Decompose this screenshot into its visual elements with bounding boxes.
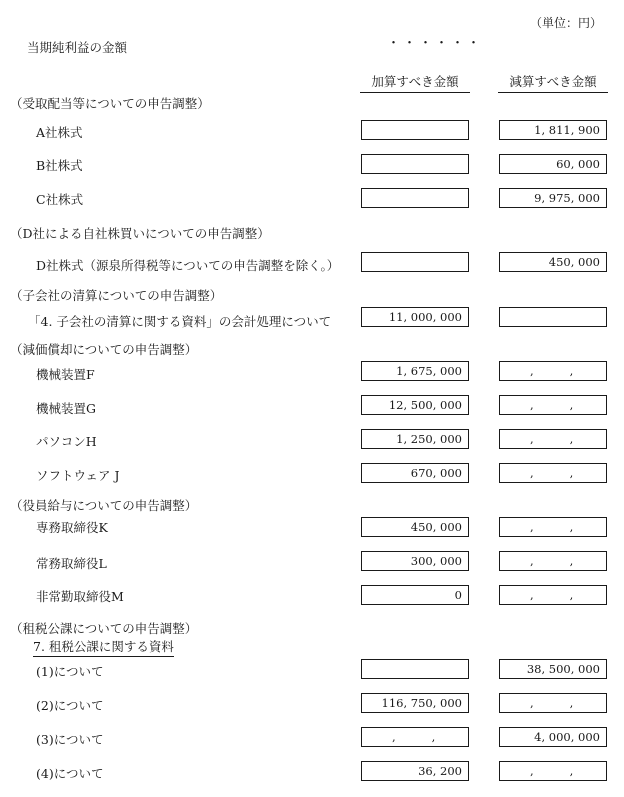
add-field-d-stock[interactable]	[361, 252, 469, 272]
section-taxes: （租税公課についての申告調整）	[10, 621, 198, 636]
row-label-machine-g: 機械装置G	[36, 401, 96, 416]
section-liquidation: （子会社の清算についての申告調整）	[10, 288, 223, 303]
subtract-field-liquidation[interactable]	[499, 307, 607, 327]
add-field-c-stock[interactable]	[361, 188, 469, 208]
subtract-field-d-stock[interactable]: 450, 000	[499, 252, 607, 272]
row-label-d-stock: D社株式（源泉所得税等についての申告調整を除く。）	[36, 258, 340, 273]
comma: ,	[569, 588, 574, 602]
comma: ,	[530, 696, 534, 710]
comma: ,	[530, 588, 534, 602]
subtract-field-officer-l[interactable]	[499, 551, 607, 571]
subtract-field-officer-k[interactable]	[499, 517, 607, 537]
add-field-tax-2[interactable]: 116, 750, 000	[361, 693, 469, 713]
add-field-tax-4[interactable]: 36, 200	[361, 761, 469, 781]
subtract-field-a-stock[interactable]: 1, 811, 900	[499, 120, 607, 140]
subtract-field-tax-1[interactable]: 38, 500, 000	[499, 659, 607, 679]
comma: ,	[569, 764, 574, 778]
section-officers: （役員給与についての申告調整）	[10, 498, 198, 513]
row-label-pc-h: パソコンH	[36, 434, 97, 449]
comma: ,	[569, 364, 574, 378]
row-label-b-stock: B社株式	[36, 158, 83, 173]
comma: ,	[569, 398, 574, 412]
row-label-tax-3: (3)について	[36, 732, 104, 747]
subtract-field-software-j[interactable]	[499, 463, 607, 483]
row-label-software-j: ソフトウェア J	[36, 468, 120, 483]
comma: ,	[530, 520, 534, 534]
comma: ,	[530, 364, 534, 378]
comma: ,	[569, 432, 574, 446]
add-field-pc-h[interactable]: 1, 250, 000	[361, 429, 469, 449]
subtract-field-b-stock[interactable]: 60, 000	[499, 154, 607, 174]
add-field-officer-k[interactable]: 450, 000	[361, 517, 469, 537]
comma: ,	[392, 730, 396, 744]
add-field-liquidation[interactable]: 11, 000, 000	[361, 307, 469, 327]
row-label-a-stock: A社株式	[36, 125, 83, 140]
unit-label: （単位：円）	[530, 16, 603, 30]
section-depreciation: （減価償却についての申告調整）	[10, 342, 198, 357]
subtract-field-machine-g[interactable]	[499, 395, 607, 415]
comma: ,	[530, 466, 534, 480]
subtract-field-tax-2[interactable]	[499, 693, 607, 713]
row-label-c-stock: C社株式	[36, 192, 84, 207]
net-income-label: 当期純利益の金額	[27, 40, 128, 55]
row-label-officer-m: 非常勤取締役M	[36, 589, 124, 604]
taxes-subheader: 7. 租税公課に関する資料	[33, 637, 174, 657]
comma: ,	[569, 554, 574, 568]
leader-dots: ・・・・・・	[387, 36, 484, 51]
comma: ,	[530, 432, 534, 446]
comma: ,	[530, 398, 534, 412]
add-field-tax-1[interactable]	[361, 659, 469, 679]
subtract-field-c-stock[interactable]: 9, 975, 000	[499, 188, 607, 208]
row-label-tax-4: (4)について	[36, 766, 104, 781]
row-label-officer-l: 常務取締役L	[36, 556, 107, 571]
subtract-field-machine-f[interactable]	[499, 361, 607, 381]
row-label-officer-k: 専務取締役K	[36, 520, 108, 535]
subtract-field-tax-4[interactable]	[499, 761, 607, 781]
comma: ,	[431, 730, 436, 744]
row-label-tax-2: (2)について	[36, 698, 104, 713]
add-field-tax-3[interactable]	[361, 727, 469, 747]
subtract-column-header: 減算すべき金額	[498, 72, 608, 93]
row-label-machine-f: 機械装置F	[36, 367, 95, 382]
comma: ,	[569, 696, 574, 710]
section-dividends: （受取配当等についての申告調整）	[10, 96, 210, 111]
section-treasury: （D社による自社株買いについての申告調整）	[10, 226, 270, 241]
subtract-field-tax-3[interactable]: 4, 000, 000	[499, 727, 607, 747]
comma: ,	[530, 554, 534, 568]
add-field-officer-m[interactable]: 0	[361, 585, 469, 605]
add-field-officer-l[interactable]: 300, 000	[361, 551, 469, 571]
subtract-field-officer-m[interactable]	[499, 585, 607, 605]
add-field-b-stock[interactable]	[361, 154, 469, 174]
subtract-field-pc-h[interactable]	[499, 429, 607, 449]
add-field-machine-f[interactable]: 1, 675, 000	[361, 361, 469, 381]
comma: ,	[569, 466, 574, 480]
row-label-liquidation: 「4. 子会社の清算に関する資料」の会計処理について	[28, 314, 332, 329]
add-field-machine-g[interactable]: 12, 500, 000	[361, 395, 469, 415]
comma: ,	[530, 764, 534, 778]
comma: ,	[569, 520, 574, 534]
add-field-software-j[interactable]: 670, 000	[361, 463, 469, 483]
add-field-a-stock[interactable]	[361, 120, 469, 140]
row-label-tax-1: (1)について	[36, 664, 104, 679]
add-column-header: 加算すべき金額	[360, 72, 470, 93]
